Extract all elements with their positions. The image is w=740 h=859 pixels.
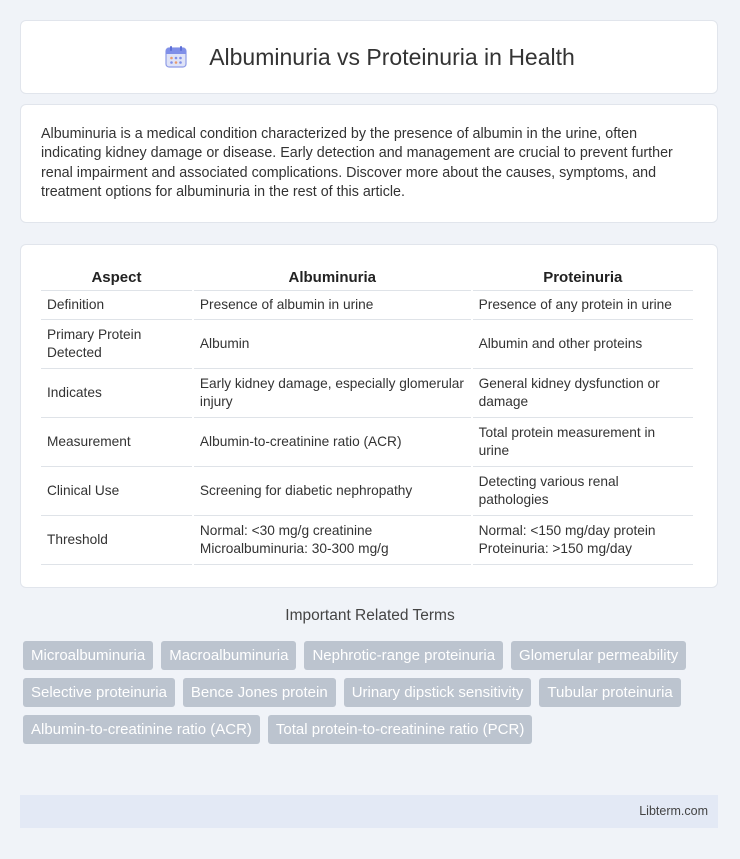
table-row [41,516,693,565]
table-cell: Presence of any protein in urine [473,291,693,320]
comparison-card [20,244,718,588]
related-terms-title: Important Related Terms [285,607,455,624]
table-cell: Normal: <30 mg/g creatinine Microalbuminuria: 30-300 mg/g [194,516,471,565]
comparison-table [39,264,695,565]
term-tag[interactable]: Urinary dipstick sensitivity [344,678,532,707]
footer [20,795,718,828]
table-cell: Albumin and other proteins [473,320,693,369]
header-albuminuria: Albuminuria [194,264,471,291]
table-cell: Screening for diabetic nephropathy [194,467,471,516]
table-cell: Early kidney damage, especially glomerular injury [194,369,471,418]
term-tag[interactable]: Bence Jones protein [183,678,336,707]
table-cell: Primary Protein Detected [41,320,192,369]
term-tag[interactable]: Tubular proteinuria [539,678,680,707]
table-cell: Threshold [41,516,192,565]
table-cell: Indicates [41,369,192,418]
table-cell: Definition [41,291,192,320]
header-proteinuria: Proteinuria [473,264,693,291]
intro-card [20,104,718,223]
term-tag[interactable]: Macroalbuminuria [161,641,296,670]
table-cell: Normal: <150 mg/day protein Proteinuria: >150 mg/day [473,516,693,565]
term-tag[interactable]: Selective proteinuria [23,678,175,707]
page-title: Albuminuria vs Proteinuria in Health [209,43,575,70]
footer-brand-link[interactable]: Libterm.com [639,804,708,818]
table-header-row [41,264,693,291]
table-row [41,320,693,369]
term-tag[interactable]: Total protein-to-creatinine ratio (PCR) [268,715,532,744]
table-row [41,369,693,418]
table-cell: Clinical Use [41,467,192,516]
calendar-icon [163,44,189,70]
term-tag[interactable]: Glomerular permeability [511,641,686,670]
intro-paragraph: Albuminuria is a medical condition characterized by the presence of albumin in the urine, often indicating kidney damage or disease. Early detection and management are crucial to prevent further renal impairment and associated complications. Discover more about the causes, symptoms, and treatment options for albuminuria in the rest of this article. [41,126,673,201]
term-tag[interactable]: Albumin-to-creatinine ratio (ACR) [23,715,260,744]
table-cell: Albumin-to-creatinine ratio (ACR) [194,418,471,467]
table-cell: Presence of albumin in urine [194,291,471,320]
table-cell: Albumin [194,320,471,369]
related-terms-list [23,641,723,752]
table-row [41,291,693,320]
table-row [41,418,693,467]
term-tag[interactable]: Microalbuminuria [23,641,153,670]
table-row [41,467,693,516]
title-card [20,20,718,94]
header-aspect: Aspect [41,264,192,291]
table-cell: Measurement [41,418,192,467]
table-cell: General kidney dysfunction or damage [473,369,693,418]
table-cell: Detecting various renal pathologies [473,467,693,516]
table-cell: Total protein measurement in urine [473,418,693,467]
term-tag[interactable]: Nephrotic-range proteinuria [304,641,503,670]
